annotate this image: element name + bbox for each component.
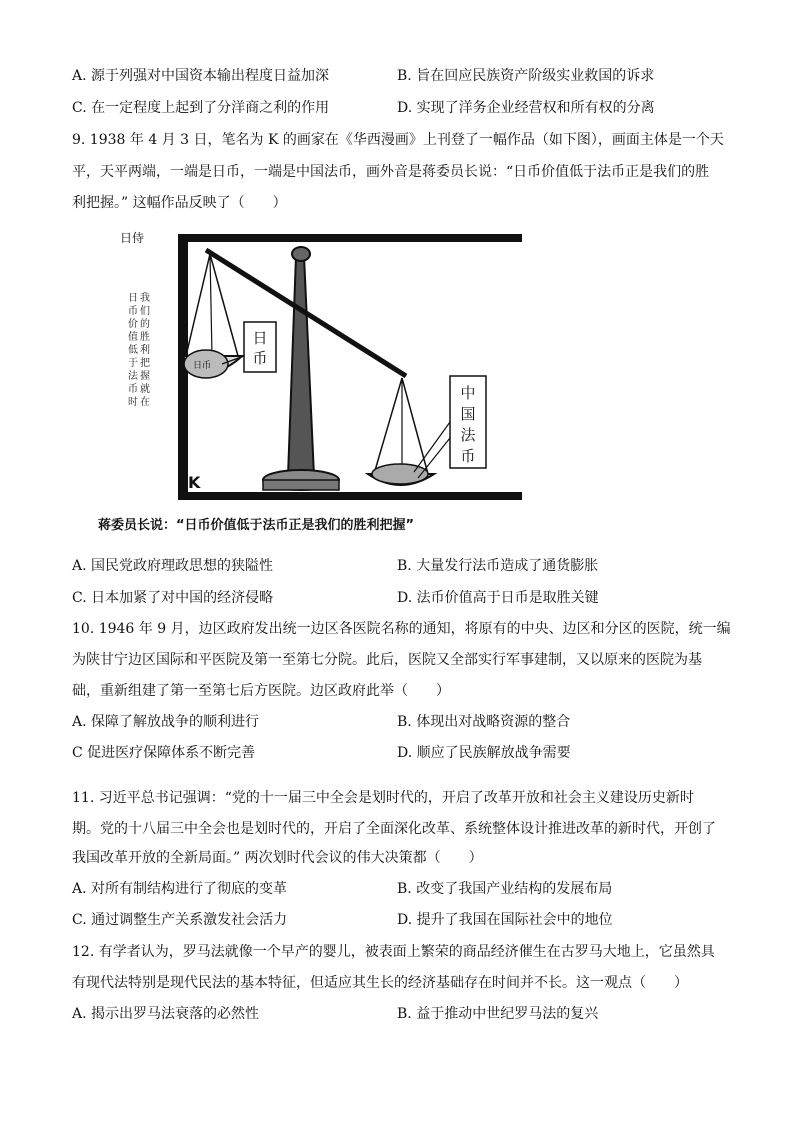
svg-text:我: 我 <box>140 293 150 304</box>
svg-text:低: 低 <box>128 345 138 356</box>
q11-stem-line-1: 11. 习近平总书记强调：“党的十一届三中全会是划时代的，开启了改革开放和社会主义建设历史新时 <box>72 790 694 806</box>
q11-option-d: D. 提升了我国在国际社会中的地位 <box>397 912 613 928</box>
svg-text:中: 中 <box>460 384 476 402</box>
svg-text:币: 币 <box>252 349 268 367</box>
svg-text:币: 币 <box>128 306 138 317</box>
svg-text:日: 日 <box>128 293 138 304</box>
svg-text:就: 就 <box>140 384 150 395</box>
q9-option-b: B. 大量发行法币造成了通货膨胀 <box>397 558 599 574</box>
svg-text:日币: 日币 <box>193 361 212 371</box>
q12-stem-line-2: 有现代法特别是现代民法的基本特征，但适应其生长的经济基础存在时间并不长。这一观点（ ） <box>72 975 688 991</box>
q9-stem-line-3: 利把握。” 这幅作品反映了（ ） <box>72 195 287 211</box>
q8-option-a: A. 源于列强对中国资本输出程度日益加深 <box>72 68 330 84</box>
q10-stem-line-3: 础，重新组建了第一至第七后方医院。边区政府此举（ ） <box>72 683 450 699</box>
svg-text:法: 法 <box>460 426 476 444</box>
cartoon-signature: K <box>188 473 201 492</box>
q8-option-c: C. 在一定程度上起到了分洋商之利的作用 <box>72 100 330 116</box>
svg-text:在: 在 <box>140 397 150 408</box>
svg-text:值: 值 <box>128 332 138 343</box>
q12-option-b: B. 益于推动中世纪罗马法的复兴 <box>397 1006 599 1022</box>
svg-text:利: 利 <box>140 345 150 356</box>
svg-text:们: 们 <box>140 306 150 317</box>
svg-text:把: 把 <box>140 358 150 369</box>
cartoon-balance-scale <box>118 226 526 508</box>
svg-text:的: 的 <box>140 319 150 330</box>
q9-option-a: A. 国民党政府理政思想的狭隘性 <box>72 558 274 574</box>
svg-text:握: 握 <box>140 371 150 382</box>
q9-option-d: D. 法币价值高于日币是取胜关键 <box>397 590 599 606</box>
q9-stem-line-2: 平，天平两端，一端是日币，一端是中国法币，画外音是蒋委员长说：“日币价值低于法币正是我们的胜 <box>72 164 710 180</box>
q10-option-d: D. 顺应了民族解放战争需要 <box>397 745 571 761</box>
q9-stem-line-1: 9. 1938 年 4 月 3 日，笔名为 K 的画家在《华西漫画》上刊登了一幅作品（如下图），画面主体是一个天 <box>72 132 724 148</box>
q10-stem-line-1: 10. 1946 年 9 月，边区政府发出统一边区各医院名称的通知，将原有的中央、边区和分区的医院，统一编 <box>72 621 731 637</box>
cartoon-caption: 蒋委员长说：“日币价值低于法币正是我们的胜利把握” <box>98 518 415 533</box>
q12-stem-line-1: 12. 有学者认为，罗马法就像一个早产的婴儿，被表面上繁荣的商品经济催生在古罗马大地上，它虽然具 <box>72 944 715 960</box>
svg-text:币: 币 <box>460 447 476 465</box>
q11-stem-line-2: 期。党的十八届三中全会也是划时代的，开启了全面深化改革、系统整体设计推进改革的新时代，开创了 <box>72 821 716 837</box>
svg-text:价: 价 <box>128 319 138 330</box>
q10-option-c: C 促进医疗保障体系不断完善 <box>72 745 256 761</box>
q11-option-a: A. 对所有制结构进行了彻底的变革 <box>72 881 288 897</box>
svg-text:时: 时 <box>128 397 138 408</box>
q11-stem-line-3: 我国改革开放的全新局面。” 两次划时代会议的伟大决策都（ ） <box>72 850 483 866</box>
q11-option-b: B. 改变了我国产业结构的发展布局 <box>397 881 613 897</box>
label-japanese-currency: 日 <box>252 329 268 347</box>
q10-option-a: A. 保障了解放战争的顺利进行 <box>72 714 260 730</box>
svg-text:币: 币 <box>128 384 138 395</box>
svg-text:于: 于 <box>128 358 138 369</box>
svg-text:法: 法 <box>128 371 138 382</box>
q12-option-a: A. 揭示出罗马法衰落的必然性 <box>72 1006 260 1022</box>
svg-text:国: 国 <box>460 405 476 423</box>
q10-stem-line-2: 为陕甘宁边区国际和平医院及第一至第七分院。此后，医院又全部实行军事建制，又以原来的医院为基 <box>72 652 702 668</box>
q10-option-b: B. 体现出对战略资源的整合 <box>397 714 571 730</box>
svg-text:胜: 胜 <box>140 332 150 343</box>
q9-option-c: C. 日本加紧了对中国的经济侵略 <box>72 590 274 606</box>
cartoon-corner-text: 日侍 <box>120 231 145 245</box>
q11-option-c: C. 通过调整生产关系激发社会活力 <box>72 912 288 928</box>
q8-option-d: D. 实现了洋务企业经营权和所有权的分离 <box>397 100 655 116</box>
q8-option-b: B. 旨在回应民族资产阶级实业救国的诉求 <box>397 68 655 84</box>
